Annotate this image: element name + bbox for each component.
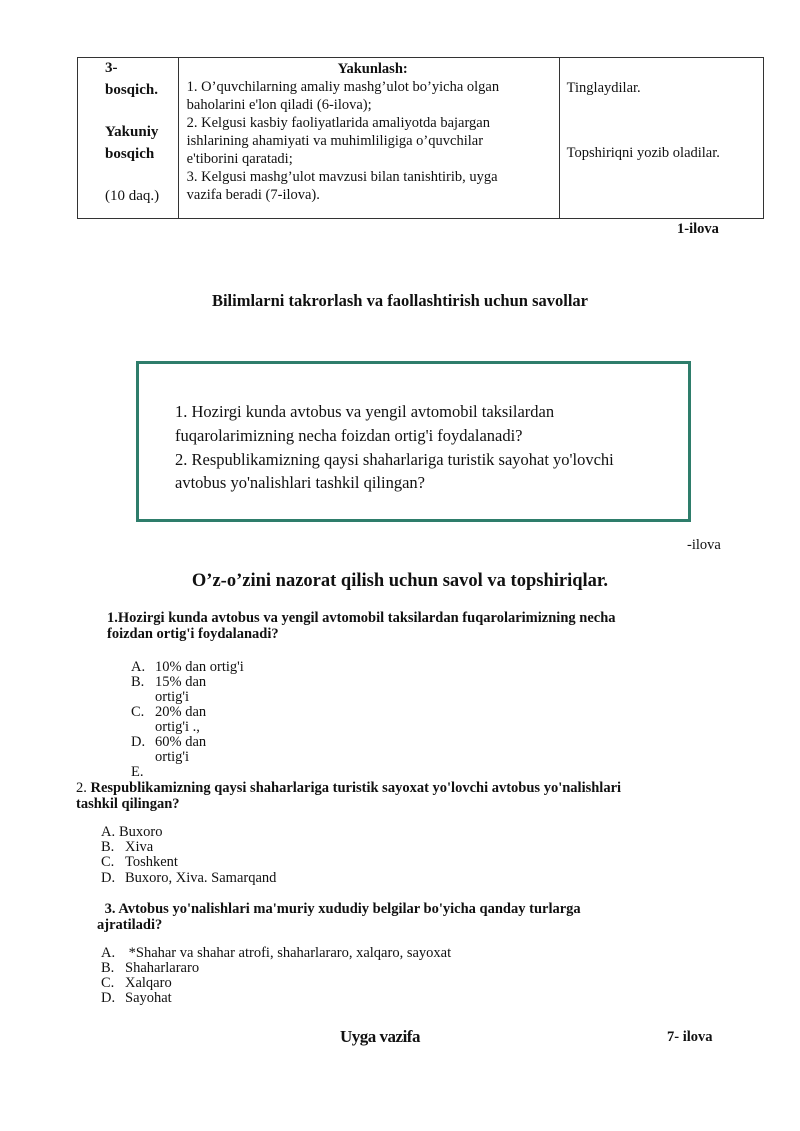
option-letter: A.	[101, 945, 116, 961]
student-activity-2: Topshiriqni yozib oladilar.	[566, 145, 720, 161]
option-letter: C.	[101, 975, 115, 991]
annex-label: 1-ilova	[677, 221, 719, 237]
student-activity-cell	[559, 58, 763, 219]
stage-duration: (10 daq.)	[105, 188, 160, 204]
option-letter: A.	[131, 659, 146, 675]
review-title: Bilimlarni takrorlash va faollashtirish uchun savollar	[211, 291, 589, 310]
activity-line: 2. Kelgusi kasbiy faoliyatlarida amaliyotda bajargan	[186, 115, 490, 131]
option-letter: C.	[101, 854, 115, 870]
self-check-title: O’z-o’zini nazorat qilish uchun savol va topshiriqlar.	[191, 571, 609, 591]
option-text: ortig'i	[155, 749, 190, 765]
option-text: Toshkent	[125, 854, 178, 870]
option-text: ortig'i	[155, 689, 190, 705]
activity-line: e'tiborini qaratadi;	[186, 151, 293, 167]
option-text: Xiva	[125, 839, 154, 855]
activity-line: 3. Kelgusi mashg’ulot mavzusi bilan tanishtirib, uyga	[186, 169, 498, 185]
option-letter: B.	[101, 960, 115, 976]
homework-title: Uyga vazifa	[340, 1027, 420, 1046]
review-line: 1. Hozirgi kunda avtobus va yengil avtomobil taksilardan	[175, 402, 555, 421]
question-text: 3. Avtobus yo'nalishlari ma'muriy xududiy belgilar bo'yicha qanday turlarga	[101, 901, 581, 917]
option-letter: C.	[131, 704, 145, 720]
stage-name: Yakuniy	[105, 124, 159, 140]
annex-label: -ilova	[687, 537, 721, 553]
option-letter: B.	[101, 839, 115, 855]
stage-name-2: bosqich	[105, 146, 155, 162]
option-letter: B.	[131, 674, 145, 690]
stage-cell	[78, 58, 179, 219]
question-text: ajratiladi?	[97, 917, 163, 933]
question-text: tashkil qilingan?	[76, 796, 180, 812]
stage-heading: Yakunlash:	[337, 61, 408, 77]
question-text: 1.Hozirgi kunda avtobus va yengil avtomobil taksilardan fuqarolarimizning necha	[107, 610, 616, 626]
review-line: fuqarolarimizning necha foizdan ortig'i foydalanadi?	[175, 426, 523, 445]
option-text: Buxoro	[119, 824, 163, 840]
option-text: 15% dan	[155, 674, 207, 690]
option-letter: D.	[101, 990, 116, 1006]
option-letter: D.	[101, 870, 116, 886]
option-text: 10% dan ortig'i	[155, 659, 244, 675]
teacher-activity-cell	[178, 58, 559, 219]
option-text: Xalqaro	[125, 975, 172, 991]
activity-line: ishlarining ahamiyati va muhimliligiga o’quvchilar	[186, 133, 484, 149]
stage-table	[77, 57, 764, 219]
option-text: *Shahar va shahar atrofi, shaharlararo, xalqaro, sayoxat	[125, 945, 452, 961]
option-letter: D.	[131, 734, 146, 750]
option-letter: A.	[101, 824, 116, 840]
activity-line: 1. O’quvchilarning amaliy mashg’ulot bo’yicha olgan	[186, 79, 500, 95]
option-text: Shaharlararo	[125, 960, 200, 976]
option-text: ortig'i .,	[155, 719, 200, 735]
student-activity-1: Tinglaydilar.	[566, 80, 641, 96]
question-number: 2. Respublikamizning qaysi shaharlariga turistik sayoxat yo'lovchi avtobus yo'nalishlari	[76, 780, 622, 796]
option-text: Sayohat	[125, 990, 172, 1006]
question-text: foizdan ortig'i foydalanadi?	[107, 626, 279, 642]
option-text: 20% dan	[155, 704, 207, 720]
review-line: 2. Respublikamizning qaysi shaharlariga turistik sayohat yo'lovchi	[175, 450, 614, 469]
stage-word: bosqich.	[105, 82, 158, 98]
review-line: avtobus yo'nalishlari tashkil qilingan?	[175, 473, 425, 492]
option-text: 60% dan	[155, 734, 207, 750]
option-letter: E.	[131, 764, 144, 780]
annex-label: 7- ilova	[667, 1029, 713, 1045]
activity-line: baholarini e'lon qiladi (6-ilova);	[186, 97, 372, 113]
activity-line: vazifa beradi (7-ilova).	[186, 187, 320, 203]
stage-number: 3-	[105, 60, 118, 76]
option-text: Buxoro, Xiva. Samarqand	[125, 870, 277, 886]
